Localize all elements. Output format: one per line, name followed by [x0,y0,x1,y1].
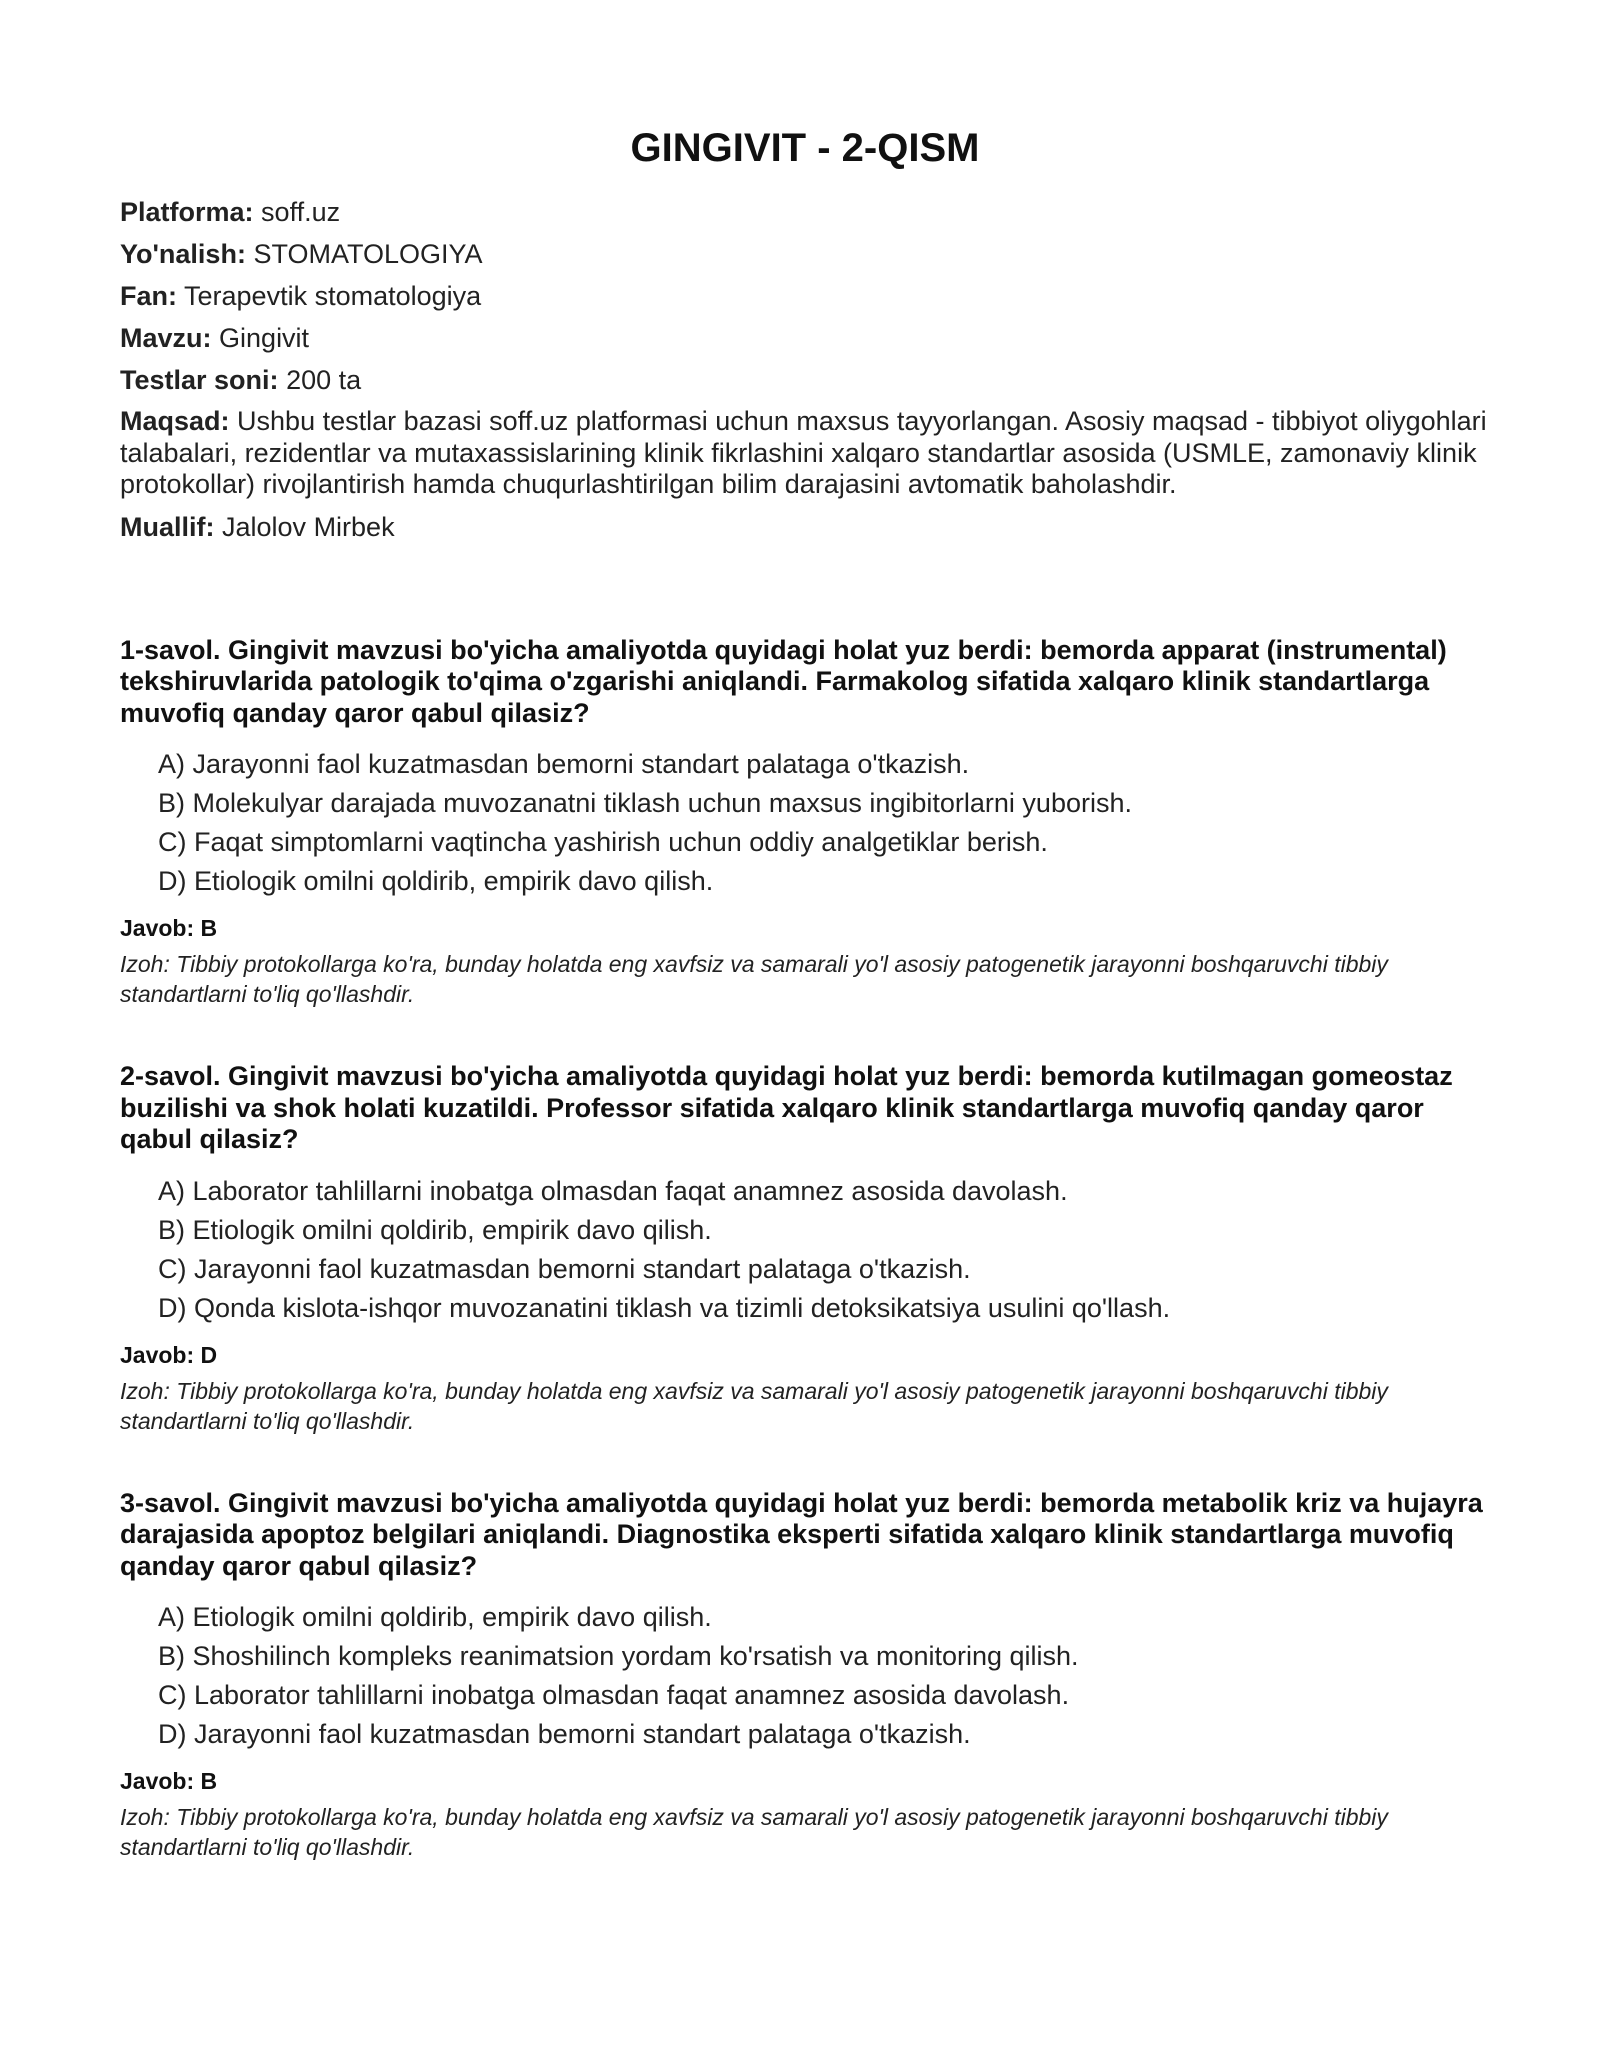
meta-mavzu [120,322,1490,354]
option-c: C) Faqat simptomlarni vaqtincha yashirish uchun oddiy analgetiklar berish. [158,827,1048,857]
question-text: 2-savol. Gingivit mavzusi bo'yicha amaliyotda quyidagi holat yuz berdi: bemorda kutilmagan gomeostaz buzilishi va shok holati kuzatildi. Professor sifatida xalqaro klinik standartlarga muvofiq qanday qaror qabul qilasiz? [120,1061,1453,1154]
meta-value: STOMATOLOGIYA [253,239,483,269]
document-title: GINGIVIT - 2-QISM [630,126,980,170]
meta-maqsad [120,406,1490,501]
meta-testlar-soni [120,364,1490,396]
document-page [120,0,1490,1914]
meta-platforma [120,196,1490,228]
explanation-note: Izoh: Tibbiy protokollarga ko'ra, bunday holatda eng xavfsiz va samarali yo'l asosiy patogenetik jarayonni boshqaruvchi tibbiy standartlarni to'liq qo'llashdir. [120,1804,1388,1860]
option-a: A) Laborator tahlillarni inobatga olmasdan faqat anamnez asosida davolash. [158,1175,1068,1206]
question-text: 1-savol. Gingivit mavzusi bo'yicha amaliyotda quyidagi holat yuz berdi: bemorda apparat (instrumental) tekshiruvlarida patologik to'qima o'zgarishi aniqlandi. Farmakolog sifatida xalqaro klinik standartlarga muvofiq qanday qaror qabul qilasiz? [120,634,1447,728]
meta-label: Mavzu: [120,323,212,353]
option-b: B) Etiologik omilni qoldirib, empirik davo qilish. [158,1214,712,1245]
option-c: C) Jarayonni faol kuzatmasdan bemorni standart palataga o'tkazish. [158,1253,971,1284]
meta-value: Jalolov Mirbek [222,511,395,542]
option-list [120,1172,1490,1328]
explanation-note: Izoh: Tibbiy protokollarga ko'ra, bunday holatda eng xavfsiz va samarali yo'l asosiy patogenetik jarayonni boshqaruvchi tibbiy standartlarni to'liq qo'llashdir. [120,1377,1388,1434]
explanation-note: Izoh: Tibbiy protokollarga ko'ra, bunday holatda eng xavfsiz va samarali yo'l asosiy patogenetik jarayonni boshqaruvchi tibbiy standartlarni to'liq qo'llashdir. [120,951,1388,1007]
meta-label: Maqsad: [120,406,230,436]
meta-value: Gingivit [219,323,310,353]
answer: Javob: D [120,1341,218,1368]
question-text: 3-savol. Gingivit mavzusi bo'yicha amaliyotda quyidagi holat yuz berdi: bemorda metabolik kriz va hujayra darajasida apoptoz belgilari aniqlandi. Diagnostika eksperti sifatida xalqaro klinik standartlarga muvofiq qanday qaror qabul qilasiz? [120,1487,1483,1581]
meta-label: Fan: [120,281,177,311]
option-d: D) Etiologik omilni qoldirib, empirik davo qilish. [158,866,714,896]
option-b: B) Shoshilinch kompleks reanimatsion yordam ko'rsatish va monitoring qilish. [158,1641,1079,1671]
meta-fan [120,280,1490,312]
option-d: D) Jarayonni faol kuzatmasdan bemorni standart palataga o'tkazish. [158,1719,971,1749]
option-b: B) Molekulyar darajada muvozanatni tiklash uchun maxsus ingibitorlarni yuborish. [158,788,1132,818]
meta-value: Terapevtik stomatologiya [184,281,482,311]
meta-label: Yo'nalish: [120,239,246,269]
option-list [120,745,1490,901]
option-list [120,1598,1490,1754]
option-a: A) Etiologik omilni qoldirib, empirik davo qilish. [158,1602,712,1632]
question-3 [120,1488,1490,1863]
meta-label: Testlar soni: [120,365,279,395]
question-2 [120,1061,1490,1436]
document-meta [120,196,1490,543]
meta-value: Ushbu testlar bazasi soff.uz platformasi uchun maxsus tayyorlangan. Asosiy maqsad - tibbiyot oliygohlari talabalari, rezidentlar va mutaxassislarining klinik fikrlashini xalqaro standartlar asosida (USMLE, zamonaviy klinik protokollar) rivojlantirish hamda chuqurlashtirilgan bilim darajasini avtomatik baholashdir. [120,406,1487,499]
meta-yonalish [120,238,1490,270]
meta-value: 200 ta [286,365,362,395]
option-a: A) Jarayonni faol kuzatmasdan bemorni standart palataga o'tkazish. [158,749,970,779]
meta-label: Muallif: [120,511,215,542]
question-1 [120,635,1490,1010]
meta-value: soff.uz [261,197,341,227]
meta-label: Platforma: [120,197,254,227]
option-d: D) Qonda kislota-ishqor muvozanatini tiklash va tizimli detoksikatsiya usulini qo'llash. [158,1292,1171,1323]
option-c: C) Laborator tahlillarni inobatga olmasdan faqat anamnez asosida davolash. [158,1680,1070,1710]
answer: Javob: B [120,1768,218,1794]
meta-muallif [120,511,1490,543]
answer: Javob: B [120,915,218,941]
question-list [120,635,1490,1863]
